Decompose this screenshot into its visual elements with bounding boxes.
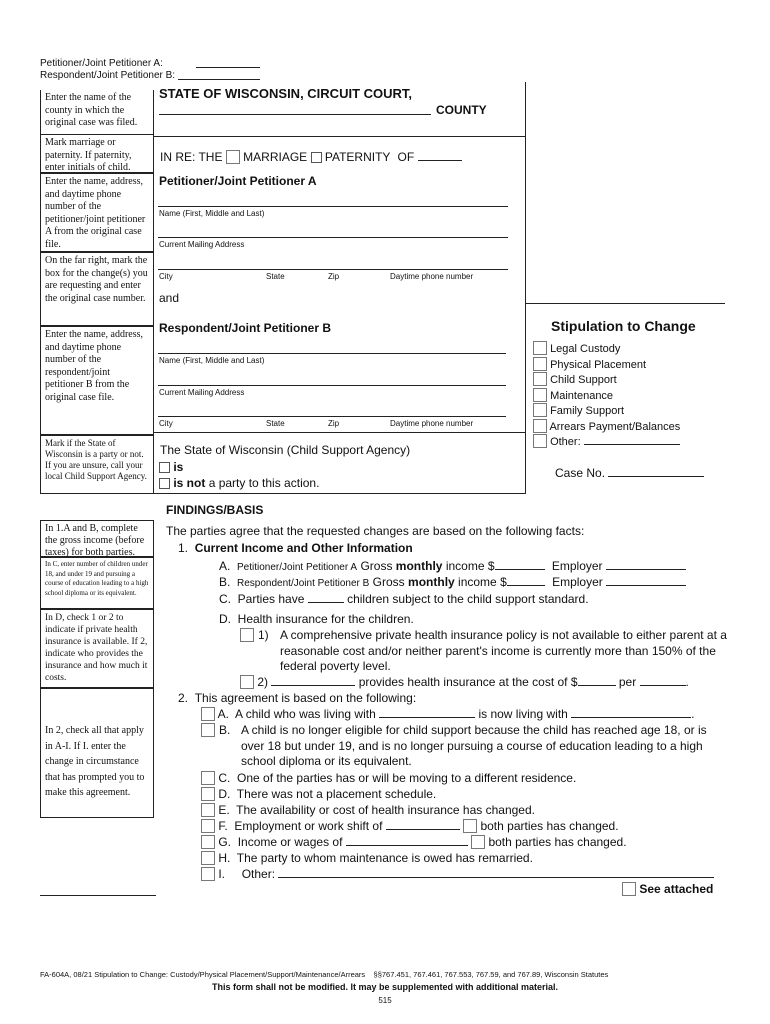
reason-g-both-checkbox[interactable]: [471, 835, 485, 849]
stip-arrears[interactable]: Arrears Payment/Balances: [533, 419, 680, 435]
respondent-b-header-line[interactable]: [178, 79, 260, 80]
income-b-row: B. Respondent/Joint Petitioner B Gross monthly income $ Employer: [219, 575, 686, 589]
stipulation-options: [533, 341, 680, 450]
sidebar-reason-hint: In 2, check all that apply in A-I. If I. enter the change in circumstance that has prompted you to make this agreement.: [40, 688, 154, 818]
reason-f: F. Employment or work shift of both parties has changed.: [201, 819, 619, 833]
reason-f-field[interactable]: [386, 819, 460, 830]
stip-legal-custody[interactable]: Legal Custody: [533, 341, 680, 357]
court-divider: [154, 136, 526, 137]
footer-rule: [40, 895, 156, 896]
caption-divider: [525, 303, 725, 304]
income-a-row: A. Petitioner/Joint Petitioner A Gross monthly income $ Employer: [219, 559, 686, 573]
reason-a-to-field[interactable]: [571, 707, 691, 718]
stip-other[interactable]: Other:: [533, 434, 680, 450]
income-b-field[interactable]: [507, 575, 545, 586]
caption-right-border-lower: [525, 304, 526, 494]
insurance-provider-field[interactable]: [271, 675, 355, 686]
reason-g-field[interactable]: [346, 835, 468, 846]
insurance-cost-field[interactable]: [578, 675, 616, 686]
petitioner-a-header-line[interactable]: [196, 67, 260, 68]
children-row: C. Parties have children subject to the child support standard.: [219, 592, 589, 606]
stipulation-title: Stipulation to Change: [551, 318, 696, 334]
sidebar-county-hint: Enter the name of the county in which the original case was filed.: [40, 90, 154, 134]
child-initials-field[interactable]: [418, 150, 462, 161]
employer-a-field[interactable]: [606, 559, 686, 570]
stip-maintenance[interactable]: Maintenance: [533, 388, 680, 404]
reason-e-checkbox[interactable]: [201, 803, 215, 817]
party-a-city-label: City: [159, 272, 173, 281]
reason-c-checkbox[interactable]: [201, 771, 215, 785]
marriage-checkbox[interactable]: [226, 150, 240, 164]
insurance-1-checkbox[interactable]: [240, 628, 254, 642]
party-a-city-field[interactable]: [158, 269, 508, 270]
insurance-option-2: 2) provides health insurance at the cost of $ per .: [240, 675, 689, 689]
party-a-name-field[interactable]: [158, 206, 508, 207]
insurance-period-field[interactable]: [640, 675, 686, 686]
party-b-city-field[interactable]: [158, 416, 506, 417]
see-attached: See attached: [622, 882, 713, 896]
party-b-address-field[interactable]: [158, 385, 506, 386]
stip-physical-placement[interactable]: Physical Placement: [533, 357, 680, 373]
reason-c: C. One of the parties has or will be moving to a different residence.: [201, 771, 576, 785]
sidebar-change-hint: On the far right, mark the box for the change(s) you are requesting and enter the original case number.: [40, 252, 154, 326]
reason-g-checkbox[interactable]: [201, 835, 215, 849]
party-b-name-field[interactable]: [158, 353, 506, 354]
reason-i-field[interactable]: [278, 867, 714, 878]
page-number: 515: [378, 996, 392, 1005]
footer-notice: This form shall not be modified. It may be supplemented with additional material.: [211, 982, 559, 992]
sidebar-respondent-hint: Enter the name, address, and daytime phone number of the respondent/joint petitioner B from the original case file.: [40, 326, 154, 435]
reason-e: E. The availability or cost of health insurance has changed.: [201, 803, 535, 817]
sidebar-mark-hint: Mark marriage or paternity. If paternity, enter initials of child.: [40, 134, 154, 173]
party-a-name-label: Name (First, Middle and Last): [159, 209, 265, 218]
party-a-address-field[interactable]: [158, 237, 508, 238]
reason-d: D. There was not a placement schedule.: [201, 787, 436, 801]
state-is-not-checkbox[interactable]: [159, 478, 170, 489]
section-2-title: 2. This agreement is based on the following:: [178, 691, 417, 705]
and-word: and: [159, 291, 180, 305]
case-number-field[interactable]: [608, 466, 704, 477]
reason-b-checkbox[interactable]: [201, 723, 215, 737]
reason-f-both-checkbox[interactable]: [463, 819, 477, 833]
sidebar-insurance-hint: In D, check 1 or 2 to indicate if private health insurance is available. If 2, indicate who provides the insurance and how much it costs.: [40, 609, 154, 688]
county-field[interactable]: [159, 114, 431, 115]
reason-d-checkbox[interactable]: [201, 787, 215, 801]
petitioner-a-header: Petitioner/Joint Petitioner A:: [40, 58, 163, 69]
findings-heading: FINDINGS/BASIS: [166, 503, 264, 517]
stip-child-support[interactable]: Child Support: [533, 372, 680, 388]
insurance-2-checkbox[interactable]: [240, 675, 254, 689]
state-party-divider: [154, 432, 526, 433]
party-a-phone-label: Daytime phone number: [390, 272, 474, 281]
reason-i: I. Other:: [201, 867, 714, 881]
county-label: COUNTY: [436, 103, 487, 117]
party-b-name-label: Name (First, Middle and Last): [159, 356, 265, 365]
party-a-zip-label: Zip: [328, 272, 340, 281]
court-title: STATE OF WISCONSIN, CIRCUIT COURT,: [159, 86, 413, 101]
party-b-city-label: City: [159, 419, 173, 428]
court-right-border: [525, 82, 526, 304]
party-b-state-label: State: [266, 419, 285, 428]
income-a-field[interactable]: [495, 559, 545, 570]
party-b-phone-label: Daytime phone number: [390, 419, 474, 428]
reason-a-checkbox[interactable]: [201, 707, 215, 721]
see-attached-checkbox[interactable]: [622, 882, 636, 896]
insurance-row: D. Health insurance for the children.: [219, 612, 414, 626]
reason-f-checkbox[interactable]: [201, 819, 215, 833]
reason-i-checkbox[interactable]: [201, 867, 215, 881]
stip-other-field[interactable]: [584, 434, 680, 445]
in-re-line: IN RE: THE MARRIAGE PATERNITY OF: [160, 150, 462, 164]
caption-bottom-border: [154, 493, 526, 494]
case-number: Case No.: [555, 466, 704, 480]
party-a-state-label: State: [266, 272, 285, 281]
party-b-heading: Respondent/Joint Petitioner B: [159, 321, 332, 335]
reason-a: A. A child who was living with is now living with .: [201, 707, 695, 721]
reason-h: H. The party to whom maintenance is owed has remarried.: [201, 851, 533, 865]
state-is-checkbox[interactable]: [159, 462, 170, 473]
reason-a-from-field[interactable]: [379, 707, 475, 718]
stip-family-support[interactable]: Family Support: [533, 403, 680, 419]
employer-b-field[interactable]: [606, 575, 686, 586]
children-count-field[interactable]: [308, 592, 344, 603]
section-1-title: 1. Current Income and Other Information: [178, 541, 413, 555]
sidebar-state-hint: Mark if the State of Wisconsin is a party or not. If you are unsure, call your local Child Support Agency.: [40, 435, 154, 494]
party-b-address-label: Current Mailing Address: [159, 388, 245, 397]
reason-g: G. Income or wages of both parties has changed.: [201, 835, 627, 849]
footer-form-id: FA-604A, 08/21 Stipulation to Change: Custody/Physical Placement/Support/Maintenance/Arrears §§767.451, 767.461, 767.553, 767.59, and 767.89, Wisconsin Statutes: [40, 970, 609, 979]
state-is-row: is: [159, 460, 183, 474]
state-is-not-row: is not a party to this action.: [159, 476, 319, 490]
sidebar-children-hint: In C, enter number of children under 18, and under 19 and pursuing a course of education leading to a high school diploma or its equivalent.: [40, 557, 154, 609]
reason-h-checkbox[interactable]: [201, 851, 215, 865]
party-a-address-label: Current Mailing Address: [159, 240, 245, 249]
respondent-b-header: Respondent/Joint Petitioner B:: [40, 70, 176, 81]
party-a-heading: Petitioner/Joint Petitioner A: [159, 174, 317, 188]
party-b-zip-label: Zip: [328, 419, 340, 428]
findings-intro: The parties agree that the requested changes are based on the following facts:: [166, 524, 585, 538]
sidebar-petitioner-hint: Enter the name, address, and daytime phone number of the petitioner/joint petitioner A from the original case file.: [40, 173, 154, 252]
state-party-text: The State of Wisconsin (Child Support Agency): [160, 443, 411, 457]
sidebar-income-hint: In 1.A and B, complete the gross income (before taxes) for both parties.: [40, 520, 154, 557]
paternity-checkbox[interactable]: [311, 152, 322, 163]
